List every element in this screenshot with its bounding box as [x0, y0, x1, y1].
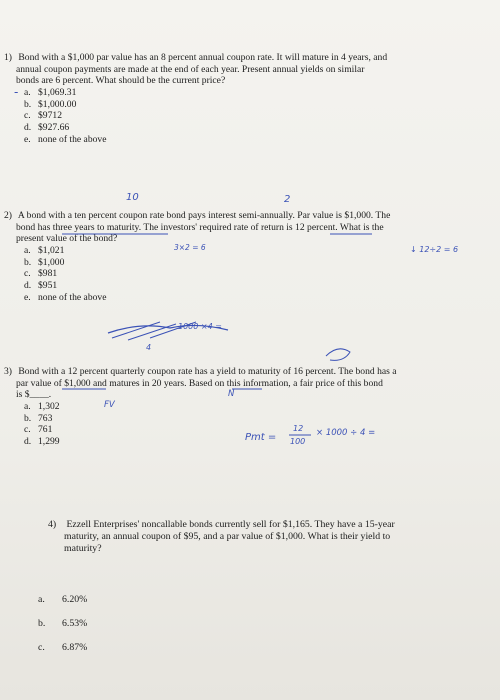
question-2-line-1: A bond with a ten percent coupon rate bond pays interest semi-annually. Par value is $1,000. The: [17, 210, 391, 221]
question-1-line-2: annual coupon payments are made at the end of each year. Present annual yields on similar: [16, 63, 365, 75]
question-1-line-3: bonds are 6 percent. What should be the current price?: [16, 75, 226, 87]
question-4: [48, 519, 488, 556]
option-1d[interactable]: d. $927.66: [24, 122, 70, 134]
question-3-number: 3): [4, 366, 12, 377]
option-2e[interactable]: e. none of the above: [24, 291, 107, 303]
option-1b[interactable]: b. $1,000.00: [24, 98, 77, 110]
option-1c[interactable]: c. $9712: [24, 110, 62, 122]
question-4-line-1: Ezzell Enterprises' noncallable bonds currently sell for $1,165. They have a 15-year: [66, 519, 395, 530]
option-1e[interactable]: e. none of the above: [24, 133, 107, 145]
option-4b[interactable]: b. 6.53%: [38, 617, 88, 629]
question-4-line-3: maturity?: [64, 543, 102, 555]
question-1-line-1: Bond with a $1,000 par value has an 8 percent annual coupon rate. It will mature in 4 years, and: [18, 52, 388, 63]
handwritten-frac-num: 12: [293, 424, 304, 433]
option-2a[interactable]: a. $1,021: [24, 244, 65, 256]
handwritten-dash-q1: -: [14, 85, 19, 99]
question-2-line-3: present value of the bond?: [16, 233, 118, 245]
option-1a[interactable]: a. $1,069.31: [24, 86, 77, 98]
handwritten-pmt-rest: × 1000 ÷ 4 =: [316, 428, 376, 438]
question-3-line-3: is $____.: [16, 389, 52, 401]
handwritten-n: N: [228, 389, 235, 399]
option-4c[interactable]: c. 6.87%: [38, 641, 88, 653]
option-2c[interactable]: c. $981: [24, 268, 58, 280]
question-3-line-2: par value of $1,000 and matures in 20 years. Based on this information, a fair price of this bond: [16, 377, 383, 389]
question-4-options: [0, 594, 87, 653]
handwritten-four: 4: [146, 343, 152, 352]
option-3a[interactable]: a. 1,302: [24, 400, 60, 412]
handwritten-thousand-times-four: 1000 ×4 =: [178, 322, 222, 331]
option-3d[interactable]: d. 1,299: [24, 436, 60, 448]
question-4-line-2: maturity, an annual coupon of $95, and a par value of $1,000. What is their yield to: [64, 531, 391, 543]
option-4a[interactable]: a. 6.20%: [38, 594, 88, 605]
question-4-number: 4): [48, 519, 57, 530]
handwritten-two: 2: [284, 194, 291, 205]
option-3b[interactable]: b. 763: [24, 412, 53, 424]
option-2d[interactable]: d. $951: [24, 280, 58, 292]
handwritten-frac-den: 100: [290, 437, 306, 446]
handwritten-pmt: Pmt =: [245, 432, 277, 443]
question-2-line-2: bond has three years to maturity. The investors' required rate of return is 12 percent. What is the: [16, 221, 384, 233]
option-2b[interactable]: b. $1,000: [24, 256, 65, 268]
option-3c[interactable]: c. 761: [24, 424, 53, 436]
question-2-number: 2): [4, 210, 12, 221]
handwritten-calc-rate: ↓ 12÷2 = 6: [410, 245, 459, 254]
question-3-line-1: Bond with a 12 percent quarterly coupon rate has a yield to maturity of 16 percent. The bond has a: [18, 366, 397, 377]
handwritten-ten: 10: [126, 192, 139, 203]
question-4-stem: [48, 519, 488, 556]
question-1-number: 1): [4, 52, 12, 63]
handwritten-fv: FV: [104, 400, 115, 410]
handwritten-calc-periods: 3×2 = 6: [174, 243, 206, 252]
